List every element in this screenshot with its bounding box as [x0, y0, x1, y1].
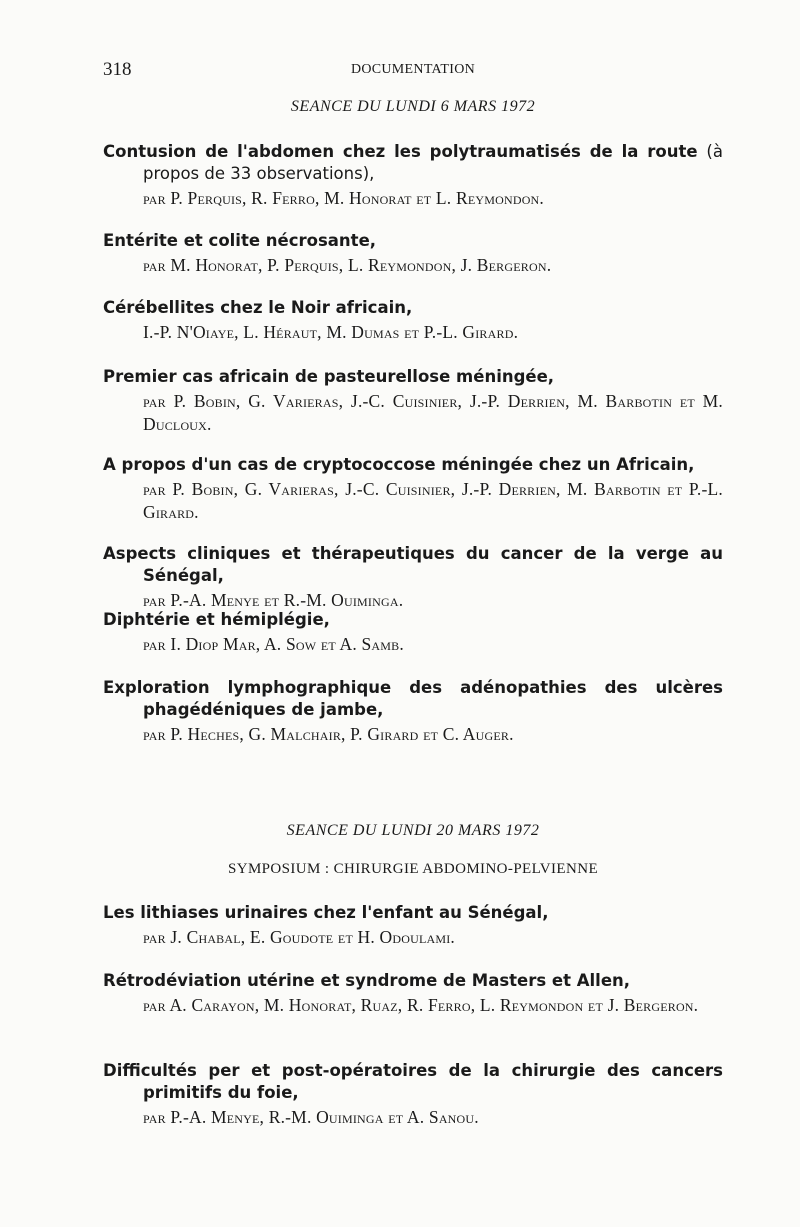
- entry-title: Aspects cliniques et thérapeutiques du cancer de la verge au Sénégal,: [103, 544, 723, 585]
- entry: [103, 297, 723, 344]
- entry-title: Les lithiases urinaires chez l'enfant au Sénégal,: [103, 903, 549, 922]
- entry-authors: I.-P. N'Oiaye, L. Héraut, M. Dumas et P.-L. Girard.: [143, 322, 519, 342]
- entry-authors: par I. Diop Mar, A. Sow et A. Samb.: [143, 634, 404, 654]
- entry-title-bold: Contusion de l'abdomen chez les polytraumatisés de la route: [103, 142, 698, 161]
- entry: [103, 970, 723, 1017]
- entry-authors: par A. Carayon, M. Honorat, Ruaz, R. Ferro, L. Reymondon et J. Bergeron.: [143, 995, 699, 1015]
- entry-authors: par P. Heches, G. Malchair, P. Girard et C. Auger.: [143, 724, 514, 744]
- entry-authors: par M. Honorat, P. Perquis, L. Reymondon, J. Bergeron.: [143, 255, 552, 275]
- entry-title-tail: (à propos de 33 observations),: [143, 142, 723, 183]
- entry-title: Premier cas africain de pasteurellose méningée,: [103, 367, 555, 386]
- entry-title: Diphtérie et hémiplégie,: [103, 610, 330, 629]
- entry-authors: par P.-A. Menye et R.-M. Ouiminga.: [143, 590, 404, 610]
- page-number: 318: [103, 59, 132, 80]
- entry: [103, 543, 723, 612]
- running-title: DOCUMENTATION: [350, 62, 476, 77]
- entry: [103, 609, 723, 656]
- entry-authors: par P. Perquis, R. Ferro, M. Honorat et L. Reymondon.: [143, 188, 544, 208]
- entry-title: Rétrodéviation utérine et syndrome de Masters et Allen,: [103, 971, 631, 990]
- entry: [103, 902, 723, 949]
- entry-authors: par P.-A. Menye, R.-M. Ouiminga et A. Sanou.: [143, 1107, 479, 1127]
- entry: [103, 366, 723, 436]
- entry-authors: par P. Bobin, G. Varieras, J.-C. Cuisinier, J.-P. Derrien, M. Barbotin et P.-L. Girard.: [143, 479, 723, 522]
- entry: [103, 141, 723, 210]
- entry-authors: par J. Chabal, E. Goudote et H. Odoulami.: [143, 927, 456, 947]
- entry-title: A propos d'un cas de cryptococcose méningée chez un Africain,: [103, 455, 695, 474]
- entry: [103, 677, 723, 746]
- symposium-heading: SYMPOSIUM : CHIRURGIE ABDOMINO-PELVIENNE: [227, 861, 599, 877]
- entry: [103, 230, 723, 277]
- entry-title: Entérite et colite nécrosante,: [103, 231, 377, 250]
- entry-title: Cérébellites chez le Noir africain,: [103, 298, 413, 317]
- entry-title: Exploration lymphographique des adénopathies des ulcères phagédéniques de jambe,: [103, 678, 723, 719]
- entry: [103, 1060, 723, 1129]
- entry-title: Difficultés per et post-opératoires de la chirurgie des cancers primitifs du foie,: [103, 1061, 723, 1102]
- entry-authors: par P. Bobin, G. Varieras, J.-C. Cuisinier, J.-P. Derrien, M. Barbotin et M. Ducloux.: [143, 391, 723, 434]
- entry: [103, 454, 723, 524]
- session-heading: SEANCE DU LUNDI 20 MARS 1972: [286, 822, 540, 839]
- session-heading: SEANCE DU LUNDI 6 MARS 1972: [290, 98, 536, 115]
- entry-title: [103, 141, 723, 185]
